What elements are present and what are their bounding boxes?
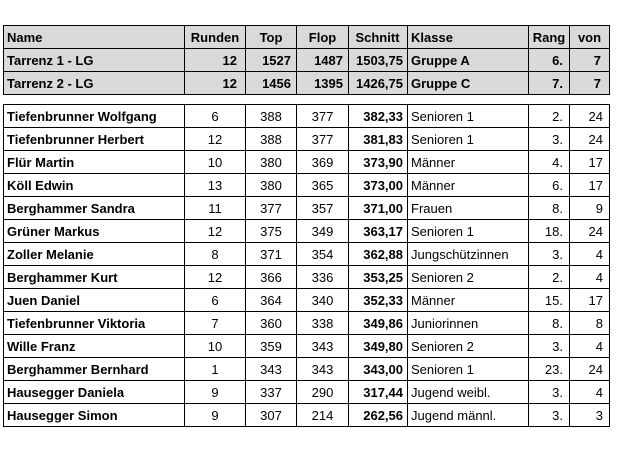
cell-top: 1527 bbox=[246, 49, 297, 72]
cell-von: 4 bbox=[570, 335, 610, 358]
cell-name: Hausegger Simon bbox=[4, 404, 185, 427]
cell-top: 375 bbox=[246, 220, 297, 243]
cell-rang: 15. bbox=[529, 289, 570, 312]
table-header-row bbox=[4, 26, 610, 49]
team-row bbox=[4, 72, 610, 95]
cell-von: 24 bbox=[570, 128, 610, 151]
cell-top: 388 bbox=[246, 128, 297, 151]
cell-schnitt: 353,25 bbox=[349, 266, 408, 289]
cell-flop: 340 bbox=[297, 289, 349, 312]
cell-runden: 7 bbox=[185, 312, 246, 335]
table-row bbox=[4, 312, 610, 335]
cell-rang: 8. bbox=[529, 312, 570, 335]
cell-von: 24 bbox=[570, 358, 610, 381]
cell-rang: 4. bbox=[529, 151, 570, 174]
cell-rang: 3. bbox=[529, 381, 570, 404]
table-row bbox=[4, 289, 610, 312]
cell-von: 9 bbox=[570, 197, 610, 220]
header-name: Name bbox=[4, 26, 185, 49]
cell-klasse: Senioren 1 bbox=[408, 358, 529, 381]
cell-klasse: Männer bbox=[408, 174, 529, 197]
cell-runden: 11 bbox=[185, 197, 246, 220]
spacer-cell bbox=[349, 95, 408, 105]
cell-rang: 3. bbox=[529, 404, 570, 427]
cell-klasse: Gruppe A bbox=[408, 49, 529, 72]
cell-runden: 6 bbox=[185, 105, 246, 128]
header-von: von bbox=[570, 26, 610, 49]
cell-name: Zoller Melanie bbox=[4, 243, 185, 266]
cell-name: Flür Martin bbox=[4, 151, 185, 174]
cell-runden: 9 bbox=[185, 404, 246, 427]
cell-von: 8 bbox=[570, 312, 610, 335]
header-klasse: Klasse bbox=[408, 26, 529, 49]
spacer-cell bbox=[297, 95, 349, 105]
table-row bbox=[4, 105, 610, 128]
header-runden: Runden bbox=[185, 26, 246, 49]
cell-schnitt: 349,80 bbox=[349, 335, 408, 358]
cell-runden: 13 bbox=[185, 174, 246, 197]
cell-flop: 343 bbox=[297, 335, 349, 358]
cell-rang: 7. bbox=[529, 72, 570, 95]
table-row bbox=[4, 404, 610, 427]
cell-klasse: Senioren 2 bbox=[408, 266, 529, 289]
cell-von: 17 bbox=[570, 174, 610, 197]
cell-top: 360 bbox=[246, 312, 297, 335]
header-schnitt: Schnitt bbox=[349, 26, 408, 49]
cell-klasse: Juniorinnen bbox=[408, 312, 529, 335]
cell-name: Grüner Markus bbox=[4, 220, 185, 243]
cell-schnitt: 262,56 bbox=[349, 404, 408, 427]
cell-top: 380 bbox=[246, 174, 297, 197]
cell-top: 377 bbox=[246, 197, 297, 220]
cell-top: 371 bbox=[246, 243, 297, 266]
cell-name: Tiefenbrunner Wolfgang bbox=[4, 105, 185, 128]
cell-klasse: Jugend weibl. bbox=[408, 381, 529, 404]
cell-schnitt: 362,88 bbox=[349, 243, 408, 266]
cell-klasse: Jungschützinnen bbox=[408, 243, 529, 266]
spacer-row bbox=[4, 95, 610, 105]
table-row bbox=[4, 174, 610, 197]
cell-name: Berghammer Sandra bbox=[4, 197, 185, 220]
cell-klasse: Männer bbox=[408, 151, 529, 174]
cell-runden: 10 bbox=[185, 151, 246, 174]
cell-klasse: Männer bbox=[408, 289, 529, 312]
cell-schnitt: 373,90 bbox=[349, 151, 408, 174]
spacer-cell bbox=[570, 95, 610, 105]
cell-name: Berghammer Bernhard bbox=[4, 358, 185, 381]
cell-von: 24 bbox=[570, 220, 610, 243]
cell-von: 4 bbox=[570, 266, 610, 289]
cell-schnitt: 1426,75 bbox=[349, 72, 408, 95]
spacer-cell bbox=[4, 95, 185, 105]
cell-runden: 12 bbox=[185, 128, 246, 151]
cell-klasse: Senioren 2 bbox=[408, 335, 529, 358]
cell-runden: 12 bbox=[185, 220, 246, 243]
cell-rang: 6. bbox=[529, 174, 570, 197]
cell-flop: 354 bbox=[297, 243, 349, 266]
header-rang: Rang bbox=[529, 26, 570, 49]
cell-flop: 365 bbox=[297, 174, 349, 197]
cell-von: 7 bbox=[570, 72, 610, 95]
cell-flop: 1395 bbox=[297, 72, 349, 95]
cell-flop: 369 bbox=[297, 151, 349, 174]
cell-von: 17 bbox=[570, 289, 610, 312]
cell-schnitt: 363,17 bbox=[349, 220, 408, 243]
cell-flop: 214 bbox=[297, 404, 349, 427]
cell-klasse: Jugend männl. bbox=[408, 404, 529, 427]
cell-klasse: Frauen bbox=[408, 197, 529, 220]
cell-rang: 3. bbox=[529, 243, 570, 266]
table-row bbox=[4, 197, 610, 220]
cell-rang: 3. bbox=[529, 335, 570, 358]
cell-von: 4 bbox=[570, 381, 610, 404]
table-row bbox=[4, 266, 610, 289]
cell-flop: 338 bbox=[297, 312, 349, 335]
cell-top: 343 bbox=[246, 358, 297, 381]
cell-von: 24 bbox=[570, 105, 610, 128]
cell-schnitt: 317,44 bbox=[349, 381, 408, 404]
table-row bbox=[4, 128, 610, 151]
cell-von: 4 bbox=[570, 243, 610, 266]
table-body bbox=[4, 26, 610, 427]
cell-runden: 12 bbox=[185, 49, 246, 72]
spacer-cell bbox=[246, 95, 297, 105]
table-row bbox=[4, 381, 610, 404]
cell-top: 364 bbox=[246, 289, 297, 312]
cell-runden: 9 bbox=[185, 381, 246, 404]
cell-flop: 343 bbox=[297, 358, 349, 381]
cell-name: Tarrenz 1 - LG bbox=[4, 49, 185, 72]
cell-klasse: Senioren 1 bbox=[408, 105, 529, 128]
table-row bbox=[4, 358, 610, 381]
cell-name: Tiefenbrunner Herbert bbox=[4, 128, 185, 151]
cell-name: Köll Edwin bbox=[4, 174, 185, 197]
cell-schnitt: 349,86 bbox=[349, 312, 408, 335]
cell-flop: 1487 bbox=[297, 49, 349, 72]
table-row bbox=[4, 220, 610, 243]
cell-von: 3 bbox=[570, 404, 610, 427]
cell-klasse: Senioren 1 bbox=[408, 128, 529, 151]
cell-rang: 6. bbox=[529, 49, 570, 72]
cell-name: Juen Daniel bbox=[4, 289, 185, 312]
cell-top: 337 bbox=[246, 381, 297, 404]
cell-top: 1456 bbox=[246, 72, 297, 95]
cell-klasse: Gruppe C bbox=[408, 72, 529, 95]
cell-runden: 12 bbox=[185, 72, 246, 95]
cell-schnitt: 382,33 bbox=[349, 105, 408, 128]
team-row bbox=[4, 49, 610, 72]
cell-schnitt: 1503,75 bbox=[349, 49, 408, 72]
cell-rang: 2. bbox=[529, 105, 570, 128]
cell-top: 366 bbox=[246, 266, 297, 289]
cell-name: Berghammer Kurt bbox=[4, 266, 185, 289]
spacer-cell bbox=[529, 95, 570, 105]
cell-rang: 18. bbox=[529, 220, 570, 243]
cell-flop: 377 bbox=[297, 105, 349, 128]
header-top: Top bbox=[246, 26, 297, 49]
cell-schnitt: 352,33 bbox=[349, 289, 408, 312]
cell-schnitt: 371,00 bbox=[349, 197, 408, 220]
cell-flop: 290 bbox=[297, 381, 349, 404]
cell-name: Wille Franz bbox=[4, 335, 185, 358]
table-row bbox=[4, 243, 610, 266]
cell-top: 380 bbox=[246, 151, 297, 174]
cell-flop: 377 bbox=[297, 128, 349, 151]
cell-top: 359 bbox=[246, 335, 297, 358]
cell-von: 17 bbox=[570, 151, 610, 174]
cell-flop: 336 bbox=[297, 266, 349, 289]
results-table bbox=[3, 25, 610, 427]
cell-runden: 10 bbox=[185, 335, 246, 358]
cell-rang: 8. bbox=[529, 197, 570, 220]
cell-von: 7 bbox=[570, 49, 610, 72]
cell-runden: 12 bbox=[185, 266, 246, 289]
table-row bbox=[4, 335, 610, 358]
cell-schnitt: 373,00 bbox=[349, 174, 408, 197]
spacer-cell bbox=[185, 95, 246, 105]
cell-rang: 3. bbox=[529, 128, 570, 151]
header-flop: Flop bbox=[297, 26, 349, 49]
cell-name: Tiefenbrunner Viktoria bbox=[4, 312, 185, 335]
cell-name: Tarrenz 2 - LG bbox=[4, 72, 185, 95]
cell-runden: 6 bbox=[185, 289, 246, 312]
spacer-cell bbox=[408, 95, 529, 105]
cell-schnitt: 343,00 bbox=[349, 358, 408, 381]
cell-runden: 1 bbox=[185, 358, 246, 381]
cell-top: 307 bbox=[246, 404, 297, 427]
cell-runden: 8 bbox=[185, 243, 246, 266]
cell-schnitt: 381,83 bbox=[349, 128, 408, 151]
cell-rang: 23. bbox=[529, 358, 570, 381]
table-row bbox=[4, 151, 610, 174]
cell-flop: 349 bbox=[297, 220, 349, 243]
cell-rang: 2. bbox=[529, 266, 570, 289]
cell-klasse: Senioren 1 bbox=[408, 220, 529, 243]
cell-flop: 357 bbox=[297, 197, 349, 220]
cell-top: 388 bbox=[246, 105, 297, 128]
cell-name: Hausegger Daniela bbox=[4, 381, 185, 404]
